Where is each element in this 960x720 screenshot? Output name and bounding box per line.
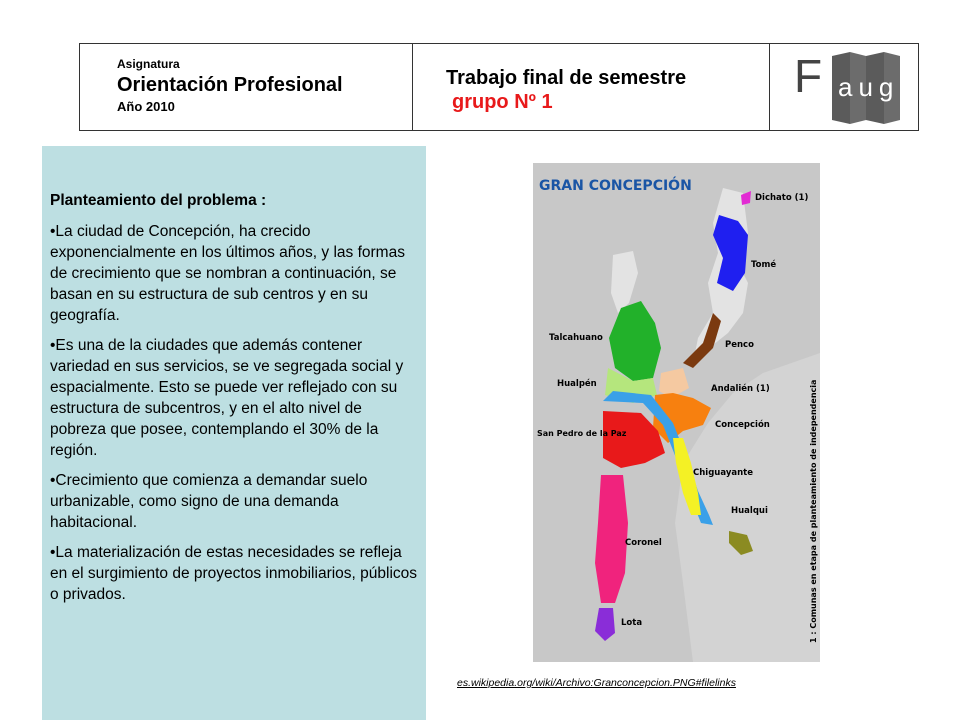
map-label-dichato: Dichato (1) xyxy=(755,193,809,203)
paragraph-4: •La materialización de estas necesidades se refleja en el surgimiento de proyectos inmobiliarios, públicos o privados. xyxy=(50,544,418,603)
map-label-hualqui: Hualqui xyxy=(731,506,768,516)
subject-block xyxy=(117,56,343,115)
gran-concepcion-map xyxy=(533,163,820,662)
problem-title: Planteamiento del problema : xyxy=(50,192,267,209)
work-block xyxy=(446,66,686,114)
logo-letter: F xyxy=(794,50,823,102)
paragraph-1: •La ciudad de Concepción, ha crecido exponencialmente en los últimos años, y las formas de crecimiento que se nombran a continuación, se basan en su estructura de sub centros y en su geografía. xyxy=(50,223,405,324)
subject-year: Año 2010 xyxy=(117,99,175,114)
map-label-penco: Penco xyxy=(725,340,754,350)
logo-text: aug xyxy=(838,72,900,102)
work-group: grupo Nº 1 xyxy=(452,91,553,113)
map-title: GRAN CONCEPCIÓN xyxy=(539,178,692,194)
work-title: Trabajo final de semestre xyxy=(446,67,687,89)
faug-logo xyxy=(792,48,914,126)
map-side-note: 1 : Comunas en etapa de planteamiento de independencia xyxy=(809,379,818,643)
map-label-lota: Lota xyxy=(621,618,643,628)
subject-label: Asignatura xyxy=(117,57,180,71)
map-label-concepcion: Concepción xyxy=(715,420,770,430)
map-label-talcahuano: Talcahuano xyxy=(549,333,603,343)
problem-panel xyxy=(42,146,426,720)
map-label-hualpen: Hualpén xyxy=(557,379,597,389)
subject-name: Orientación Profesional xyxy=(117,74,343,96)
paragraph-2: •Es una de la ciudades que además contener variedad en sus servicios, se ve segregada social y espacialmente. Esto se puede ver reflejado con su estructura de subcentros, y en el alto nivel de pobreza que posee, contemplando el 30% de la región. xyxy=(50,337,404,459)
source-link[interactable]: es.wikipedia.org/wiki/Archivo:Granconcepcion.PNG#filelinks xyxy=(457,677,736,689)
header-divider-1 xyxy=(412,44,413,130)
map-label-andalien: Andalién (1) xyxy=(711,384,770,394)
header-box xyxy=(79,43,919,131)
map-label-chiguayante: Chiguayante xyxy=(693,468,753,478)
map-label-tome: Tomé xyxy=(751,260,777,270)
header-divider-2 xyxy=(769,44,770,130)
map-label-coronel: Coronel xyxy=(625,538,662,548)
paragraph-3: •Crecimiento que comienza a demandar suelo urbanizable, como signo de una demanda habitacional. xyxy=(50,472,368,531)
map-label-sanpedro: San Pedro de la Paz xyxy=(537,429,627,438)
